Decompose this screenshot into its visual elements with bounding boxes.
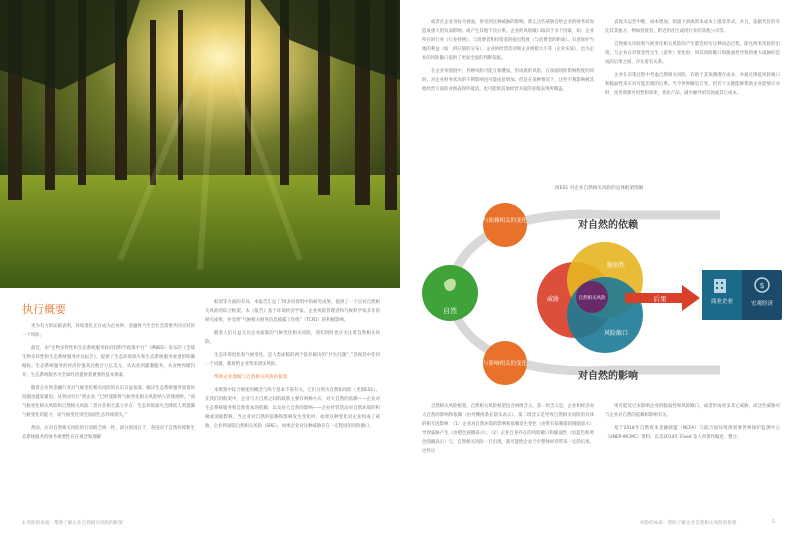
forest-photo: [0, 0, 400, 288]
paragraph: 然而，应对自然相关风险的行动缺乏统一性，部分原因在于，各国对于自然环境和生态系统服务的财务重要性存在观念和理解: [22, 426, 195, 440]
vulnerability-label: 脆弱性: [606, 262, 626, 269]
left-footer: 4 风险的本质：帮助了解企业自然相关风险的框架: [22, 521, 123, 526]
paragraph: 在企业价值链中，各种风险可能互相叠加，形成新的风险，在加剧风险影响程度的同时，对企业财务状况的不利影响也可能成倍增加。但是在某种情况下，这些不利影响被其他经营方面的业绩表现所抵消。也可能被其他经营方面的业绩表现所掩盖。: [422, 69, 594, 92]
building-icon: [714, 279, 726, 293]
business-panel: [702, 270, 742, 320]
exposure-label: 风险敞口: [603, 330, 629, 337]
paragraph: 随着人们日益关注企业面临的气候变化相关风险，我们同时也应关注着自然相关风险。: [205, 331, 380, 345]
threat-label: 威胁: [546, 296, 560, 303]
forest-image: [0, 0, 400, 288]
subheading: 帮助企业理解与自然相关风险的框架: [214, 375, 288, 380]
right-column-4: [605, 402, 780, 446]
macro-label: 宏观经济: [750, 301, 774, 307]
paragraph: 或者在企业身份为视面，将受到这种威胁的影响。那么这些威胁会给企业的财务状况造成重大的负面影响。或产生其他不良后果。企业的风险敞口取决于多个因素，如：企业所在的行业（行业特例）、与消费者和投资者的接近程度（与消费者的距离）、有意保护当地的利益（如：供应链的分布）、企业的经营活动和企业规模大小等（企业实质），也为企业的风险敞口提供了更加全面的判断依据。: [422, 20, 594, 61]
paragraph: 果可能反过来影响企业的脆弱性和风险敞口，或者形成更多其它威胁，而这些威胁可与企业对自然的依赖和影响有关。: [605, 404, 780, 418]
figure-caption: 图ES1 对企业自然相关风险的总体框架图解: [555, 186, 644, 191]
dependency-change-label: 与依赖相关的变化: [482, 218, 528, 224]
dependency-change-bubble: [483, 203, 527, 247]
right-footer: 风险的本质：帮助了解企业自然相关风险的框架: [640, 521, 737, 526]
paragraph: 自然相关风险框架。自然相关风险框架包含两组含义。第一组含义是，企业和经济对大自然的影响和依赖（由外侧两条长箭头表示）。第二组含义是导致自然相关风险的具体的相互因影响：（1）企业对自然环境的影响和依赖发生变化（由带有依赖箭的圆圈表示）导致威胁产生（由橙色圆圈表示），（2）企业自身存在的风险敞口和脆弱性（由蓝色和黄色圆圈表示）与，自然相关风险一旦出现，就可能给企业乃至整体经济带来一定的后果。这些后: [422, 404, 594, 454]
impact-heading: 对自然的影响: [578, 371, 638, 382]
left-column-2: [205, 298, 380, 435]
left-column-1: [22, 322, 195, 446]
paragraph: 基于2018年自然资本金融联盟（NCFA）与联合国环境规划署世界保护监测中心（UNEP-WCMC）资料，以及2014年 Fixed 等人所著作编述，整合。: [605, 426, 780, 440]
paragraph: 框架等方面的差异。本报告汇总了70多份资料中的研究成果，提供了一个应对自然相关风险的综合框架。本《报告》基于环境经济学家、企业风险管理者和气候科学家多年的研究成果，并受到“气候相关财务信息披露工作组”（TCFD）的积极影响。: [205, 300, 380, 323]
section-title: 执行概要: [22, 303, 66, 316]
paragraph: 更为有力的证据表明，环境退化正在成为企业界、金融界乃至全社会需要共同应对的一个风险。: [22, 324, 195, 338]
paragraph: 随着企业和金融行业对气候变化相关风险的认识日益加深，解决生态系统服务衰退的问题也越发紧迫。从各国央行“到企业，”已经逐渐将气候变化相关风险纳入管理视野。“而气候变化相关风险和自然相关风险二者并非相互孤立存在：生态环境损失会降低人类抵御气候变化的能力，而气候变化则会加剧生态环境损失。”: [22, 386, 195, 418]
business-label: 商业企业: [710, 299, 734, 305]
paragraph: 自然相关风险和气候变化相关风险的产生都会经历这种动态过程，即这两类风险的出现，与企业在对资金性宝生（意外）变化时，回其风险敞口和脆弱性导致的重大威胁的造成的后果之间，存在着有关系。: [605, 42, 780, 65]
paragraph: 企业在决策过程中考虑自然相关风险，有助于其预测潜在成本，并通过降低风险敞口和脆弱性来应对可能出现的后果。当今世界瞬息万变，但若干关键能够帮助企业能够应对时，改善资源可用性和效率，优化产品，减少额外的罚款或其它成本。: [605, 73, 780, 96]
nature-label: 自然: [443, 307, 457, 315]
nature-risk-label: 自然相关风险: [578, 296, 606, 301]
page-number: 5: [772, 520, 775, 525]
paragraph: 生态环境退化和气候变化，是人类面临的两个依存解决的“共生问题”，”忽视其中任何一个问题，都将给企业带来诸多风险。: [205, 353, 380, 367]
paragraph: 表现为运营中断、成本增加、销量下滑或资本成本上涨等形式。并且，依据代价的有比其其他方、例如投资者，附近的社区或同行业的其他公司等。: [605, 20, 780, 34]
impact-change-label: 与影响相关的变化: [482, 361, 528, 367]
right-column-2: [605, 18, 780, 102]
svg-text:$: $: [759, 281, 765, 290]
right-column-1: [422, 18, 594, 98]
paragraph: 最近，由“生物多样性和生态系统服务政府间科学政策平台”（IPBES）发布的《全球生物多样性和生态系统服务评估报告》，提供了生态环境损失和生态系统服务衰退的明确路标。生态系统服务的经济价值高达数百万亿美元，从农业到灌溉服务，从食物到碳封存，生态系统服务为全球经济提供着重要的基本要素。: [22, 346, 195, 378]
risk-framework-diagram: [420, 195, 790, 390]
consequence-label: 后果: [653, 295, 667, 303]
right-column-3: [422, 402, 594, 460]
dependency-heading: 对自然的依赖: [578, 220, 638, 231]
paragraph: 本框架中综合阐述的概念与两个基本不谋有关，它们分别为自然和风险（见图ES1）。在我们的框架中，企业与大自然之间的联系主要有两种方式：对大自然的依赖——企业对生态系统服务和自然资本的依赖，以及对大自然的影响——企业经营活动对自然环境的积极或消极影响。当企业对自然的依赖和影响发生变化时，如果这种变化对企业构成了威胁，企业将面临自然相关风险（SRE）。如果企业对这种威胁存在一定程度的风险敞口，: [205, 388, 380, 429]
